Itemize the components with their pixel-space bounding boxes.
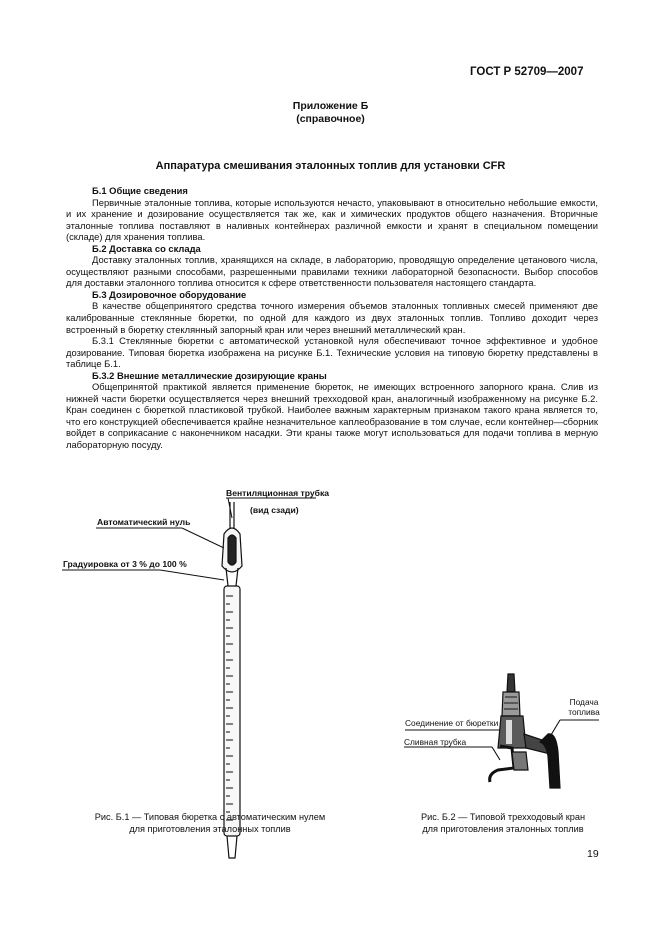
page-title: Аппаратура смешивания эталонных топлив для установки CFR: [155, 160, 506, 172]
label-feed: [565, 697, 603, 717]
caption-line: Рис. Б.2 — Типовой трехходовый кран: [420, 812, 586, 822]
label-feed-line: топлива: [568, 707, 600, 717]
page-number: 19: [587, 848, 599, 860]
label-feed-line: Подача: [569, 697, 599, 707]
label-vent-tube: Вентиляционная трубка: [226, 488, 330, 498]
label-graduation: Градуировка от 3 % до 100 %: [63, 559, 187, 569]
appendix-type: (справочное): [296, 113, 365, 125]
figure2-caption: [398, 812, 608, 835]
section-heading: Б.2 Доставка со склада: [92, 242, 201, 254]
caption-line: Рис. Б.1 — Типовая бюретка с автоматическим нулем: [94, 812, 326, 822]
caption-line: для приготовления эталонных топлив: [129, 823, 291, 834]
leader-drain: [492, 747, 500, 760]
paragraph: Общепринятой практикой является применение бюреток, не имеющих встроенного запорного крана. Слив из нижней части бюретки осуществляется через внешний трехходовой кран, аналогичный изображенному на рисунке Б.2. Кран соединен с бюреткой пластиковой трубкой. Наиболее важным характерным признаком такого крана является то, что его конструкцией обеспечивается крайне незначительное каплеобразование в том случае, если контейнер—сборник войдет в соприкасание с наконечником насадки. Эти краны также могут использоваться для подачи топлива в мерную лабораторную посуду.: [66, 381, 598, 451]
paragraph: Доставку эталонных топлив, хранящихся на складе, в лабораторию, проводящую определение цетанового числа, осуществляют разными способами, разрешенными правилами техники лабораторной безопасности. Выбор способов для доставки эталонного топлива относится к сфере ответственности пользователя настоящего стандарта.: [66, 254, 598, 289]
section-heading: Б.1 Общие сведения: [92, 185, 188, 196]
label-connection: Соединение от бюретки: [405, 718, 499, 728]
appendix-label: Приложение Б: [292, 100, 369, 112]
section-heading: Б.3.2 Внешние металлические дозирующие краны: [92, 369, 327, 381]
label-auto-zero: Автоматический нуль: [97, 517, 191, 527]
valve-body: [490, 674, 560, 788]
paragraph: Б.3.1 Стеклянные бюретки с автоматической установкой нуля обеспечивают точное эффективное и удобное дозирование. Типовая бюретка изображена на рисунке Б.1. Технические условия на типовую бюретку представлены в таблице Б.1.: [66, 335, 598, 370]
section-heading: Б.3 Дозировочное оборудование: [92, 288, 247, 300]
label-vent-tube-sub: (вид сзади): [250, 505, 299, 515]
standard-id: ГОСТ Р 52709—2007: [470, 66, 584, 78]
paragraph: Первичные эталонные топлива, которые используются нечасто, упаковывают в относительно небольшие емкости, и их хранение и дозирование осуществляется так же, как и химических продуктов общего назначения. Вторичные эталонные топлива поставляют в наливных контейнерах различной емкости и хранят в специальном помещении (складе) для хранения топлива.: [66, 196, 598, 243]
label-drain: Сливная трубка: [404, 737, 467, 747]
paragraph: В качестве общепринятого средства точного измерения объемов эталонных топливных смесей применяют две калиброванные стеклянные бюретки, по одной для каждого из двух эталонных топлив. Топливо доходит через встроенный в бюретку стеклянный запорный кран или через внешний металлический кран.: [66, 300, 598, 335]
caption-line: для приготовления эталонных топлив: [422, 823, 584, 834]
